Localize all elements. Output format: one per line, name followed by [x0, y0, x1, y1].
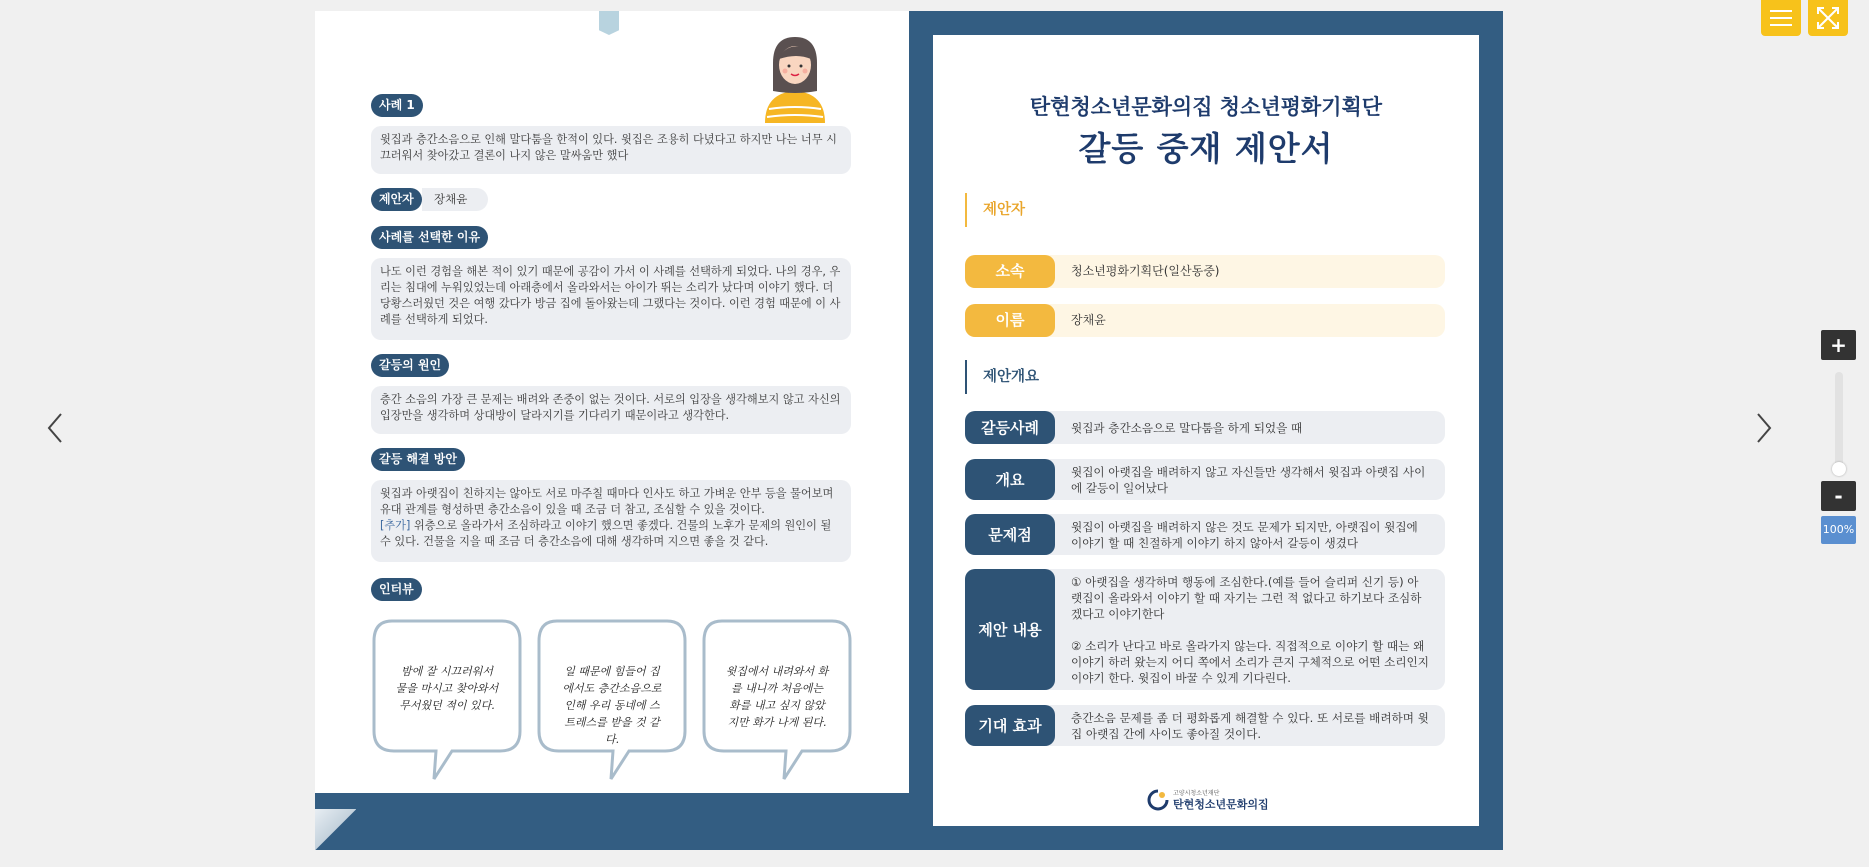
fullscreen-button[interactable] — [1808, 0, 1848, 36]
conflict-case-key: 갈등사례 — [965, 411, 1055, 444]
problem-key: 문제점 — [965, 514, 1055, 555]
left-page-footer — [315, 793, 909, 850]
name-row — [965, 304, 1445, 337]
org-logo-icon — [1147, 789, 1169, 811]
solution-text-box — [371, 480, 851, 562]
page-curl-corner[interactable] — [315, 809, 356, 850]
chevron-right-icon — [1754, 412, 1774, 444]
effect-row — [965, 705, 1445, 746]
solution-extra-tag: [추가] — [380, 519, 411, 532]
problem-row — [965, 514, 1445, 555]
proposal-key: 제안 내용 — [965, 569, 1055, 690]
problem-value: 윗집이 아랫집을 배려하지 않은 것도 문제가 되지만, 아랫집이 윗집에 이야기 할 때 친절하게 이야기 하지 않아서 갈등이 생겼다 — [1071, 519, 1418, 550]
zoom-in-button[interactable]: + — [1821, 330, 1856, 360]
chevron-left-icon — [45, 412, 65, 444]
proposal-row — [965, 569, 1445, 690]
proposal-item: ① 아랫집을 생각하며 행동에 조심한다.(예를 들어 슬리퍼 신기 등) 아랫집이 올라와서 이야기 할 때 자기는 그런 적 없다고 하기보다 조심하겠다고 이야기한다 — [1071, 574, 1422, 621]
solution-extra-text: 위층으로 올라가서 조심하라고 이야기 했으면 좋겠다. 건물의 노후가 문제의 원인이 될 수 있다. 건물을 지을 때 조금 더 층간소음에 대해 생각하며 지으면 좋을 것 같다. — [380, 519, 832, 548]
affiliation-row — [965, 255, 1445, 288]
proposal-value — [1071, 574, 1429, 686]
conflict-case-value: 윗집과 층간소음으로 말다툼을 하게 되었을 때 — [1071, 420, 1303, 435]
summary-key: 개요 — [965, 459, 1055, 500]
org-logo-name: 탄현청소년문화의집 — [1173, 797, 1269, 811]
solution-text: 윗집과 아랫집이 친하지는 않아도 서로 마주칠 때마다 인사도 하고 가벼운 안부 등을 물어보며 유대 관계를 형성하면 층간소음이 있을 때 조금 더 참고, 조심할 수 있을 것이다. — [380, 487, 834, 516]
reason-text: 나도 이런 경험을 해본 적이 있기 때문에 공감이 가서 이 사례를 선택하게 되었다. 나의 경우, 우리는 침대에 누워있었는데 아래층에서 올라와서는 아이가 뛰는 소리가 났다며 이야기 했다. 더 당황스러웠던 것은 여행 갔다가 방금 집에 돌아왔는데 그랬다는 것이다. 이런 경험 때문에 이 사례를 선택하게 되었다. — [371, 258, 851, 340]
org-title: 탄현청소년문화의집 청소년평화기획단 — [1029, 95, 1383, 119]
org-logo-subtitle: 고양시청소년재단 — [1173, 789, 1220, 797]
interview-text: 일 때문에 힘들어 집에서도 층간소음으로 인해 우리 동네에 스트레스를 받을 것 같다. — [562, 665, 662, 746]
effect-key: 기대 효과 — [965, 705, 1055, 746]
cause-label: 갈등의 원인 — [371, 354, 449, 377]
proposer-name: 장채윤 — [422, 188, 488, 211]
interview-label: 인터뷰 — [371, 578, 422, 601]
proposal-document — [933, 35, 1479, 826]
zoom-slider[interactable] — [1835, 372, 1843, 470]
case-text: 윗집과 층간소음으로 인해 말다툼을 한적이 있다. 윗집은 조용히 다녔다고 하지만 나는 너무 시끄러워서 찾아갔고 결론이 나지 않은 말싸움만 했다 — [371, 126, 851, 174]
interview-bubble — [702, 619, 852, 784]
name-value: 장채윤 — [1071, 313, 1106, 327]
menu-button[interactable] — [1761, 0, 1801, 36]
effect-value: 층간소음 문제를 좀 더 평화롭게 해결할 수 있다. 또 서로를 배려하며 윗집 아랫집 간에 사이도 좋아질 것이다. — [1071, 710, 1429, 741]
interview-bubble — [537, 619, 687, 784]
interview-text: 윗집에서 내려와서 화를 내니까 처음에는 화를 내고 싶지 않았지만 화가 나게 된다. — [725, 665, 829, 729]
interview-text: 밤에 잘 시끄러워서 물을 마시고 찾아와서 무서웠던 적이 있다. — [395, 665, 499, 712]
cause-text: 층간 소음의 가장 큰 문제는 배려와 존중이 없는 것이다. 서로의 입장을 생각해보지 않고 자신의 입장만을 생각하며 상대방이 달라지기를 기다리기 때문이라고 생각한다. — [371, 386, 851, 434]
affiliation-key: 소속 — [965, 255, 1055, 288]
bookmark-tab — [599, 11, 619, 35]
name-key: 이름 — [965, 304, 1055, 337]
overview-section-heading: 제안개요 — [965, 360, 1039, 394]
solution-label: 갈등 해결 방안 — [371, 448, 465, 471]
summary-row — [965, 459, 1445, 500]
zoom-slider-handle[interactable] — [1832, 462, 1846, 476]
prev-page-button[interactable] — [35, 412, 75, 452]
proposal-item: ② 소리가 난다고 바로 올라가지 않는다. 직접적으로 이야기 할 때는 왜 이야기 하러 왔는지 어디 쪽에서 소리가 큰지 구체적으로 어떤 소리인지 이야기 한다. 윗집이 바꿀 수 있게 기다린다. — [1071, 638, 1429, 685]
avatar-illustration — [755, 33, 835, 123]
left-page — [315, 11, 909, 850]
reason-label: 사례를 선택한 이유 — [371, 226, 488, 249]
fullscreen-icon — [1817, 7, 1839, 29]
document-title: 갈등 중재 제안서 — [1078, 129, 1334, 168]
interview-bubble — [372, 619, 522, 784]
org-logo — [1147, 787, 1269, 813]
conflict-case-row — [965, 411, 1445, 444]
case-label: 사례 1 — [371, 94, 423, 117]
proposer-label: 제안자 — [371, 188, 422, 211]
summary-value: 윗집이 아랫집을 배려하지 않고 자신들만 생각해서 윗집과 아랫집 사이에 갈등이 일어났다 — [1071, 464, 1426, 495]
proposer-section-heading: 제안자 — [965, 193, 1025, 227]
right-page — [909, 11, 1503, 850]
affiliation-value: 청소년평화기획단(일산동중) — [1071, 264, 1220, 278]
zoom-level-badge: 100% — [1821, 516, 1856, 544]
hamburger-menu-icon — [1770, 9, 1792, 27]
next-page-button[interactable] — [1744, 412, 1784, 452]
zoom-out-button[interactable]: - — [1821, 481, 1856, 511]
